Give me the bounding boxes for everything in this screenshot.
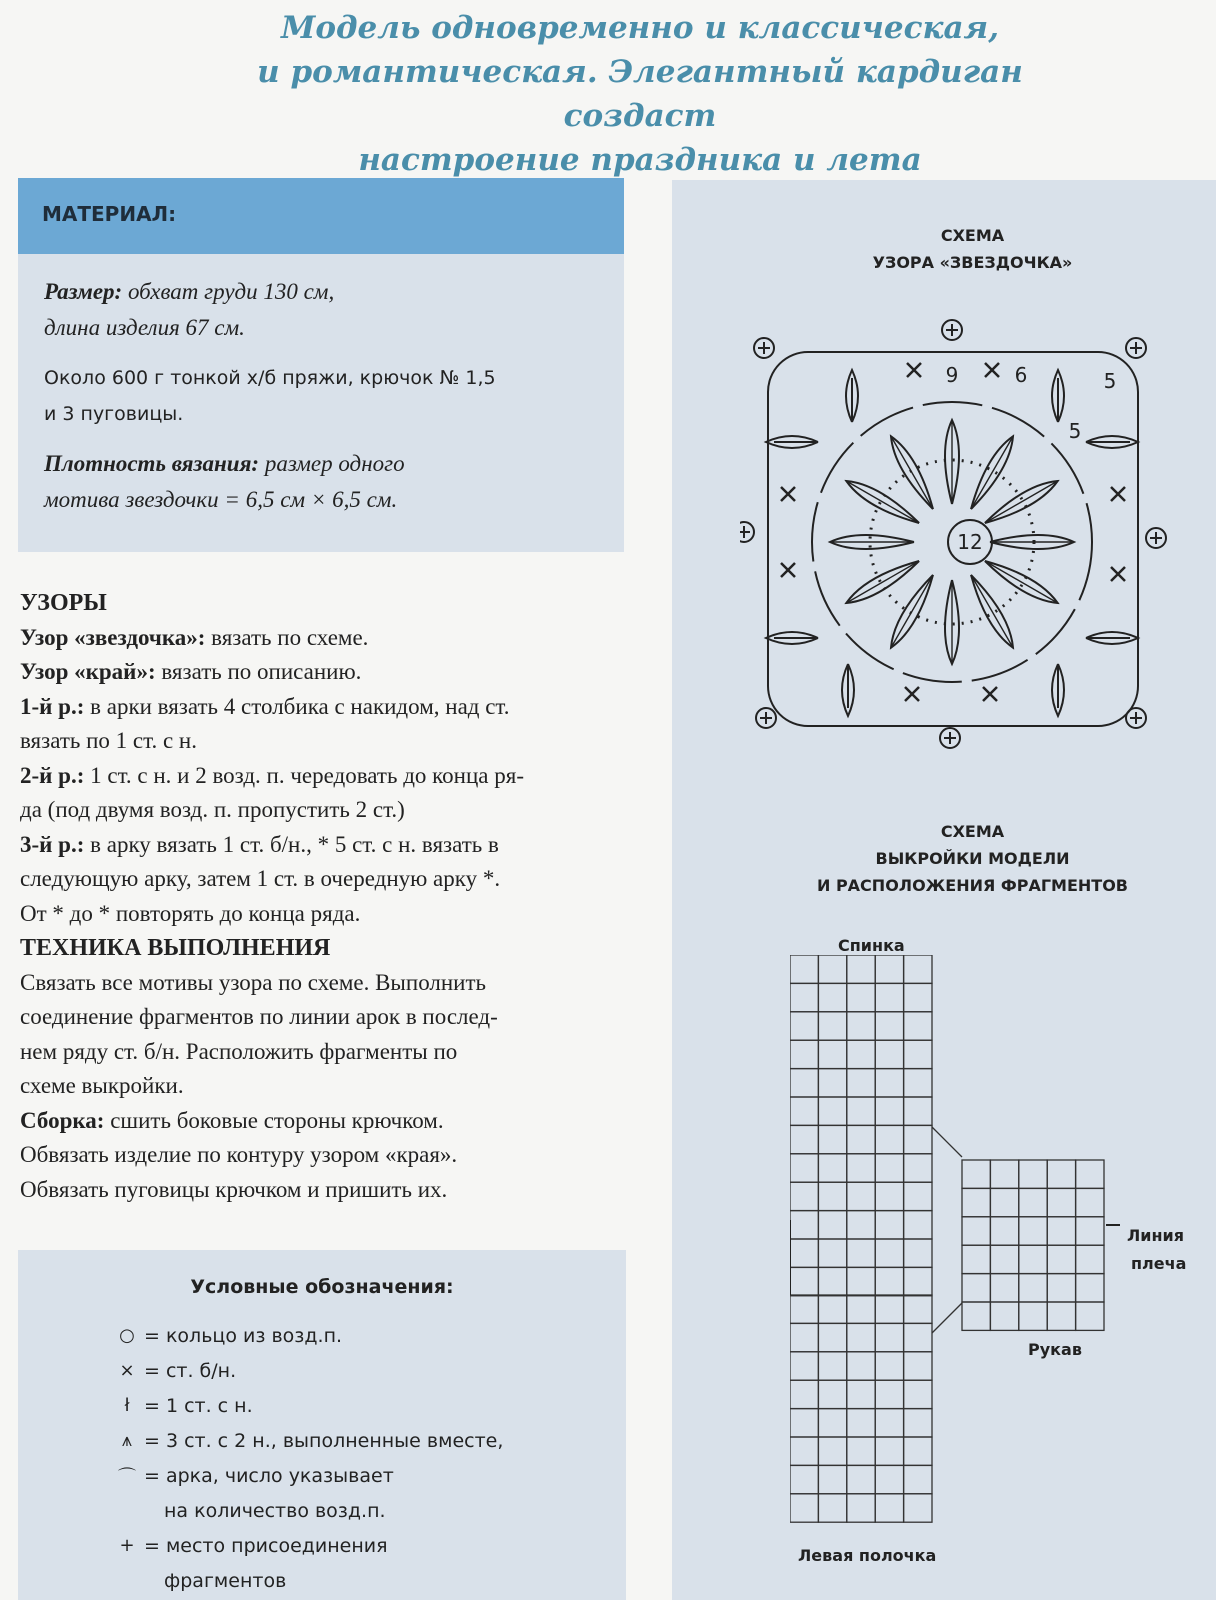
sleeve-grid-cell [1047, 1188, 1075, 1216]
legend-text: = 1 ст. с н. [144, 1394, 253, 1417]
front-grid-cell [818, 1494, 846, 1522]
assembly-text: сшить боковые стороны крючком. [104, 1107, 444, 1133]
technique-line-1: Связать все мотивы узора по схеме. Выполнить [20, 969, 487, 995]
back-grid-cell [847, 955, 875, 983]
edge-pattern-label: Узор «край»: [20, 659, 156, 684]
row-3-line-2: следующую арку, затем 1 ст. в очередную арку *. [20, 866, 501, 891]
back-grid-cell [790, 1182, 818, 1210]
front-grid-cell [875, 1437, 903, 1465]
legend-text: = ст. б/н. [144, 1359, 237, 1382]
sleeve-grid-cell [1076, 1188, 1104, 1216]
size-text-2: длина изделия 67 см. [44, 315, 245, 340]
sleeve-grid-cell [1076, 1274, 1104, 1302]
row-2-label: 2-й р.: [20, 762, 85, 788]
back-grid-cell [790, 1040, 818, 1068]
technique-line-2: соединение фрагментов по линии арок в послед- [20, 1004, 498, 1029]
size-text-1: обхват груди 130 см, [122, 279, 335, 304]
sleeve-grid-cell [990, 1160, 1018, 1188]
back-grid-cell [818, 1097, 846, 1125]
edge-cluster [1086, 436, 1138, 448]
assembly-line [20, 1104, 626, 1139]
back-grid-cell [790, 1267, 818, 1295]
back-grid-cell [904, 955, 932, 983]
front-grid-cell [818, 1352, 846, 1380]
size-label: Размер: [44, 279, 123, 304]
join-point-cross [740, 526, 750, 538]
legend-item [110, 1353, 503, 1388]
material-box [18, 178, 624, 552]
front-grid-cell [847, 1323, 875, 1351]
sleeve-grid-cell [990, 1302, 1018, 1330]
arch-count-5-inner: 5 [1068, 419, 1082, 443]
row-1-line-2: вязать по 1 ст. с н. [20, 728, 197, 753]
front-grid-cell [875, 1465, 903, 1493]
back-grid-cell [790, 1239, 818, 1267]
sleeve-grid-cell [1019, 1217, 1047, 1245]
front-grid-cell [790, 1380, 818, 1408]
front-grid-cell [847, 1352, 875, 1380]
single-crochet-mark [781, 487, 795, 501]
back-grid-cell [875, 1125, 903, 1153]
left-front-label: Левая полочка [798, 1546, 937, 1565]
back-grid-cell [904, 1125, 932, 1153]
sleeve-grid-cell [962, 1274, 990, 1302]
technique-title: ТЕХНИКА ВЫПОЛНЕНИЯ [20, 935, 331, 961]
front-grid-cell [904, 1380, 932, 1408]
sleeve-grid-cell [1076, 1302, 1104, 1330]
front-grid-cell [904, 1323, 932, 1351]
back-grid-cell [904, 1182, 932, 1210]
front-grid-cell [818, 1465, 846, 1493]
garment-pattern-diagram [790, 955, 1120, 1545]
back-grid-cell [818, 983, 846, 1011]
row-1-label: 1-й р.: [20, 693, 85, 719]
edge-cluster [846, 370, 858, 422]
back-grid-cell [790, 983, 818, 1011]
back-grid-cell [818, 1012, 846, 1040]
front-grid-cell [790, 1295, 818, 1323]
front-grid-cell [818, 1295, 846, 1323]
single-crochet-mark [985, 363, 999, 377]
back-grid-cell [875, 955, 903, 983]
sleeve-grid-cell [1076, 1217, 1104, 1245]
edge-cluster [1052, 370, 1064, 422]
technique-line-7: Обвязать пуговицы крючком и пришить их. [20, 1176, 448, 1202]
front-grid-cell [790, 1409, 818, 1437]
join-point-cross [1150, 532, 1162, 544]
legend-text: на количество возд.п. [164, 1499, 386, 1522]
back-grid-cell [790, 1125, 818, 1153]
heading-line-3: настроение праздника и лета [358, 142, 922, 178]
density-text-1: размер одного [259, 451, 405, 476]
arch-count-6: 6 [1014, 363, 1028, 387]
join-point-cross [1130, 342, 1142, 354]
front-grid-cell [790, 1494, 818, 1522]
front-grid-cell [790, 1323, 818, 1351]
front-grid-cell [790, 1437, 818, 1465]
petal-stem [985, 561, 1058, 603]
single-crochet-mark [907, 363, 921, 377]
back-grid-cell [790, 1069, 818, 1097]
join-point-cross [944, 732, 956, 744]
pattern-scheme-caption [800, 818, 1145, 899]
petal-stem [985, 481, 1058, 523]
sleeve-grid-cell [1076, 1245, 1104, 1273]
front-grid-cell [875, 1352, 903, 1380]
sleeve-grid-cell [1047, 1302, 1075, 1330]
motif-caption-line-2: УЗОРА «ЗВЕЗДОЧКА» [872, 253, 1073, 272]
heading-line-1: Модель одновременно и классическая, [281, 10, 999, 46]
yarn-paragraph [44, 360, 604, 432]
single-crochet-mark [1111, 567, 1125, 581]
back-grid-cell [875, 1097, 903, 1125]
single-crochet-mark [905, 687, 919, 701]
legend-list [110, 1318, 503, 1598]
front-grid-cell [875, 1295, 903, 1323]
legend-text: = арка, число указывает [144, 1464, 394, 1487]
motif-caption-line-1: СХЕМА [940, 226, 1005, 245]
single-crochet-mark [781, 563, 795, 577]
row-1-line-1 [20, 690, 626, 725]
back-grid-cell [818, 1182, 846, 1210]
back-grid-cell [904, 1097, 932, 1125]
row-2-line-1 [20, 759, 626, 794]
legend-title: Условные обозначения: [190, 1276, 454, 1298]
back-grid-cell [875, 1211, 903, 1239]
front-grid-cell [875, 1323, 903, 1351]
star-motif-diagram [740, 318, 1180, 768]
back-grid-cell [875, 983, 903, 1011]
technique-line-6: Обвязать изделие по контуру узором «края». [20, 1142, 458, 1167]
front-grid-cell [847, 1437, 875, 1465]
petal-stem [891, 436, 933, 509]
star-pattern-label: Узор «звездочка»: [20, 624, 206, 650]
legend-box [18, 1250, 626, 1600]
front-grid-cell [904, 1352, 932, 1380]
material-header [18, 178, 624, 254]
arch-count-9: 9 [945, 363, 959, 387]
back-grid-cell [875, 1154, 903, 1182]
row-3-label: 3-й р.: [20, 831, 85, 857]
petal-stem [846, 481, 919, 523]
arch-icon: ⌒ [118, 1466, 136, 1488]
single-crochet-mark [1111, 487, 1125, 501]
front-grid-cell [818, 1323, 846, 1351]
join-point-cross [760, 712, 772, 724]
sleeve-grid-cell [1019, 1274, 1047, 1302]
heading-line-2: и романтическая. Элегантный кардиган создаст [257, 54, 1023, 134]
back-grid-cell [818, 1239, 846, 1267]
size-paragraph [44, 274, 604, 346]
page-heading [190, 6, 1090, 182]
row-2-line-2: да (под двумя возд. п. пропустить 2 ст.) [20, 797, 405, 822]
front-grid-cell [818, 1437, 846, 1465]
edge-cluster [766, 632, 818, 644]
sleeve-grid-cell [1019, 1160, 1047, 1188]
back-grid-cell [847, 1239, 875, 1267]
back-grid-cell [875, 1040, 903, 1068]
front-grid-cell [847, 1295, 875, 1323]
motif-scheme-caption [800, 222, 1145, 276]
back-grid-cell [847, 1040, 875, 1068]
join-point-cross [1130, 712, 1142, 724]
front-grid-cell [875, 1380, 903, 1408]
legend-text: = место присоединения [144, 1534, 388, 1557]
front-grid-cell [904, 1409, 932, 1437]
join-point-cross [946, 324, 958, 336]
star-pattern-line [20, 621, 626, 656]
back-grid-cell [875, 1239, 903, 1267]
back-label: Спинка [838, 936, 905, 955]
back-grid-cell [904, 1069, 932, 1097]
front-grid-cell [790, 1465, 818, 1493]
back-grid-cell [904, 1267, 932, 1295]
front-grid-cell [904, 1465, 932, 1493]
legend-item-continued [110, 1563, 503, 1598]
sleeve-grid-cell [1047, 1274, 1075, 1302]
yarn-text-1: Около 600 г тонкой х/б пряжи, крючок № 1,5 [44, 367, 496, 389]
back-grid-cell [818, 1069, 846, 1097]
front-grid-cell [847, 1494, 875, 1522]
legend-item [110, 1458, 503, 1493]
chain-ring-icon: ○ [119, 1325, 135, 1346]
sleeve-grid-cell [1047, 1245, 1075, 1273]
edge-cluster [766, 436, 818, 448]
single-crochet-icon: × [119, 1360, 135, 1381]
back-grid-cell [847, 1182, 875, 1210]
patterns-title: УЗОРЫ [20, 590, 107, 616]
edge-cluster [1052, 664, 1064, 716]
legend-item [110, 1388, 503, 1423]
petal-stem [846, 561, 919, 603]
front-grid-cell [904, 1437, 932, 1465]
front-grid-cell [904, 1494, 932, 1522]
back-grid-cell [847, 983, 875, 1011]
legend-text: = кольцо из возд.п. [144, 1324, 343, 1347]
back-grid-cell [818, 1125, 846, 1153]
center-chain-count: 12 [957, 530, 983, 554]
back-grid-cell [847, 1154, 875, 1182]
back-grid-cell [790, 1154, 818, 1182]
pattern-caption-line-2: ВЫКРОЙКИ МОДЕЛИ [875, 849, 1070, 868]
petal-stem [891, 575, 933, 648]
join-point-cross [758, 342, 770, 354]
assembly-label: Сборка: [20, 1107, 105, 1133]
petal-stem [971, 575, 1013, 648]
back-grid-cell [904, 1154, 932, 1182]
petal-stem [971, 436, 1013, 509]
front-grid-cell [904, 1295, 932, 1323]
front-grid-cell [847, 1409, 875, 1437]
legend-text: = 3 ст. с 2 н., выполненные вместе, [144, 1429, 504, 1452]
back-grid-cell [875, 1182, 903, 1210]
sleeve-grid-cell [1019, 1245, 1047, 1273]
shoulder-line-label-2: плеча [1131, 1254, 1187, 1273]
arch-count-5-outer: 5 [1103, 369, 1117, 393]
back-grid-cell [790, 1012, 818, 1040]
sleeve-grid-cell [1047, 1160, 1075, 1188]
back-grid-cell [790, 1097, 818, 1125]
legend-item [110, 1423, 503, 1458]
back-grid-cell [847, 1069, 875, 1097]
legend-item [110, 1318, 503, 1353]
back-grid-cell [904, 1012, 932, 1040]
pattern-caption-line-3: И РАСПОЛОЖЕНИЯ ФРАГМЕНТОВ [816, 876, 1128, 895]
double-crochet-icon: ł [124, 1395, 130, 1416]
legend-item-continued [110, 1493, 503, 1528]
sleeve-grid-cell [962, 1217, 990, 1245]
join-point-icon: + [119, 1535, 135, 1556]
sleeve-grid-cell [962, 1302, 990, 1330]
back-grid-cell [904, 1239, 932, 1267]
material-title: МАТЕРИАЛ: [42, 202, 177, 226]
sleeve-label: Рукав [1028, 1340, 1082, 1359]
material-body [44, 274, 604, 532]
sleeve-grid-cell [990, 1188, 1018, 1216]
density-text-2: мотива звездочки = 6,5 см × 6,5 см. [44, 487, 398, 512]
sleeve-grid-cell [962, 1160, 990, 1188]
front-grid-cell [875, 1409, 903, 1437]
sleeve-grid-cell [962, 1245, 990, 1273]
row-3-line-1 [20, 828, 626, 863]
back-grid-cell [875, 1012, 903, 1040]
back-grid-cell [847, 1267, 875, 1295]
front-grid-cell [875, 1494, 903, 1522]
density-label: Плотность вязания: [44, 451, 260, 476]
sleeve-grid-cell [1076, 1160, 1104, 1188]
front-grid-cell [847, 1465, 875, 1493]
sleeve-grid-cell [990, 1245, 1018, 1273]
back-grid-cell [847, 1012, 875, 1040]
shoulder-line-label-1: Линия [1127, 1226, 1185, 1245]
back-grid-cell [904, 1040, 932, 1068]
sleeve-grid-cell [1019, 1188, 1047, 1216]
sleeve-grid-cell [1047, 1217, 1075, 1245]
pattern-caption-line-1: СХЕМА [940, 822, 1005, 841]
back-grid-cell [818, 955, 846, 983]
back-grid-cell [875, 1267, 903, 1295]
edge-pattern-line [20, 655, 626, 690]
row-3-text-1: в арку вязать 1 ст. б/н., * 5 ст. с н. вязать в [84, 831, 499, 857]
back-grid-cell [790, 955, 818, 983]
back-grid-cell [847, 1097, 875, 1125]
instructions-text [20, 586, 626, 1207]
back-grid-cell [818, 1267, 846, 1295]
technique-line-3: нем ряду ст. б/н. Расположить фрагменты по [20, 1038, 458, 1064]
sleeve-grid-cell [1019, 1302, 1047, 1330]
row-3-line-3: От * до * повторять до конца ряда. [20, 900, 361, 926]
star-pattern-text: вязать по схеме. [205, 624, 369, 650]
edge-cluster [842, 664, 854, 716]
front-grid-cell [790, 1352, 818, 1380]
back-grid-cell [818, 1040, 846, 1068]
legend-text: фрагментов [164, 1569, 287, 1592]
sleeve-grid-cell [962, 1188, 990, 1216]
back-grid-cell [790, 1211, 818, 1239]
back-grid-cell [904, 983, 932, 1011]
yarn-text-2: и 3 пуговицы. [44, 403, 184, 425]
sleeve-grid-cell [990, 1217, 1018, 1245]
sleeve-grid-cell [990, 1274, 1018, 1302]
front-grid-cell [818, 1380, 846, 1408]
density-paragraph [44, 446, 604, 518]
outer-arch-square [768, 352, 1138, 726]
single-crochet-mark [983, 687, 997, 701]
cluster-icon: ⩚ [121, 1430, 133, 1451]
edge-pattern-text: вязать по описанию. [155, 659, 362, 684]
legend-item [110, 1528, 503, 1563]
row-1-text-1: в арки вязать 4 столбика с накидом, над ст. [84, 693, 510, 719]
back-grid-cell [904, 1211, 932, 1239]
back-grid-cell [847, 1125, 875, 1153]
back-grid-cell [875, 1069, 903, 1097]
back-grid-cell [818, 1154, 846, 1182]
row-2-text-1: 1 ст. с н. и 2 возд. п. чередовать до конца ря- [84, 762, 524, 788]
front-grid-cell [847, 1380, 875, 1408]
back-grid-cell [847, 1211, 875, 1239]
back-grid-cell [818, 1211, 846, 1239]
front-grid-cell [818, 1409, 846, 1437]
edge-cluster [1086, 632, 1138, 644]
technique-line-4: схеме выкройки. [20, 1073, 184, 1098]
